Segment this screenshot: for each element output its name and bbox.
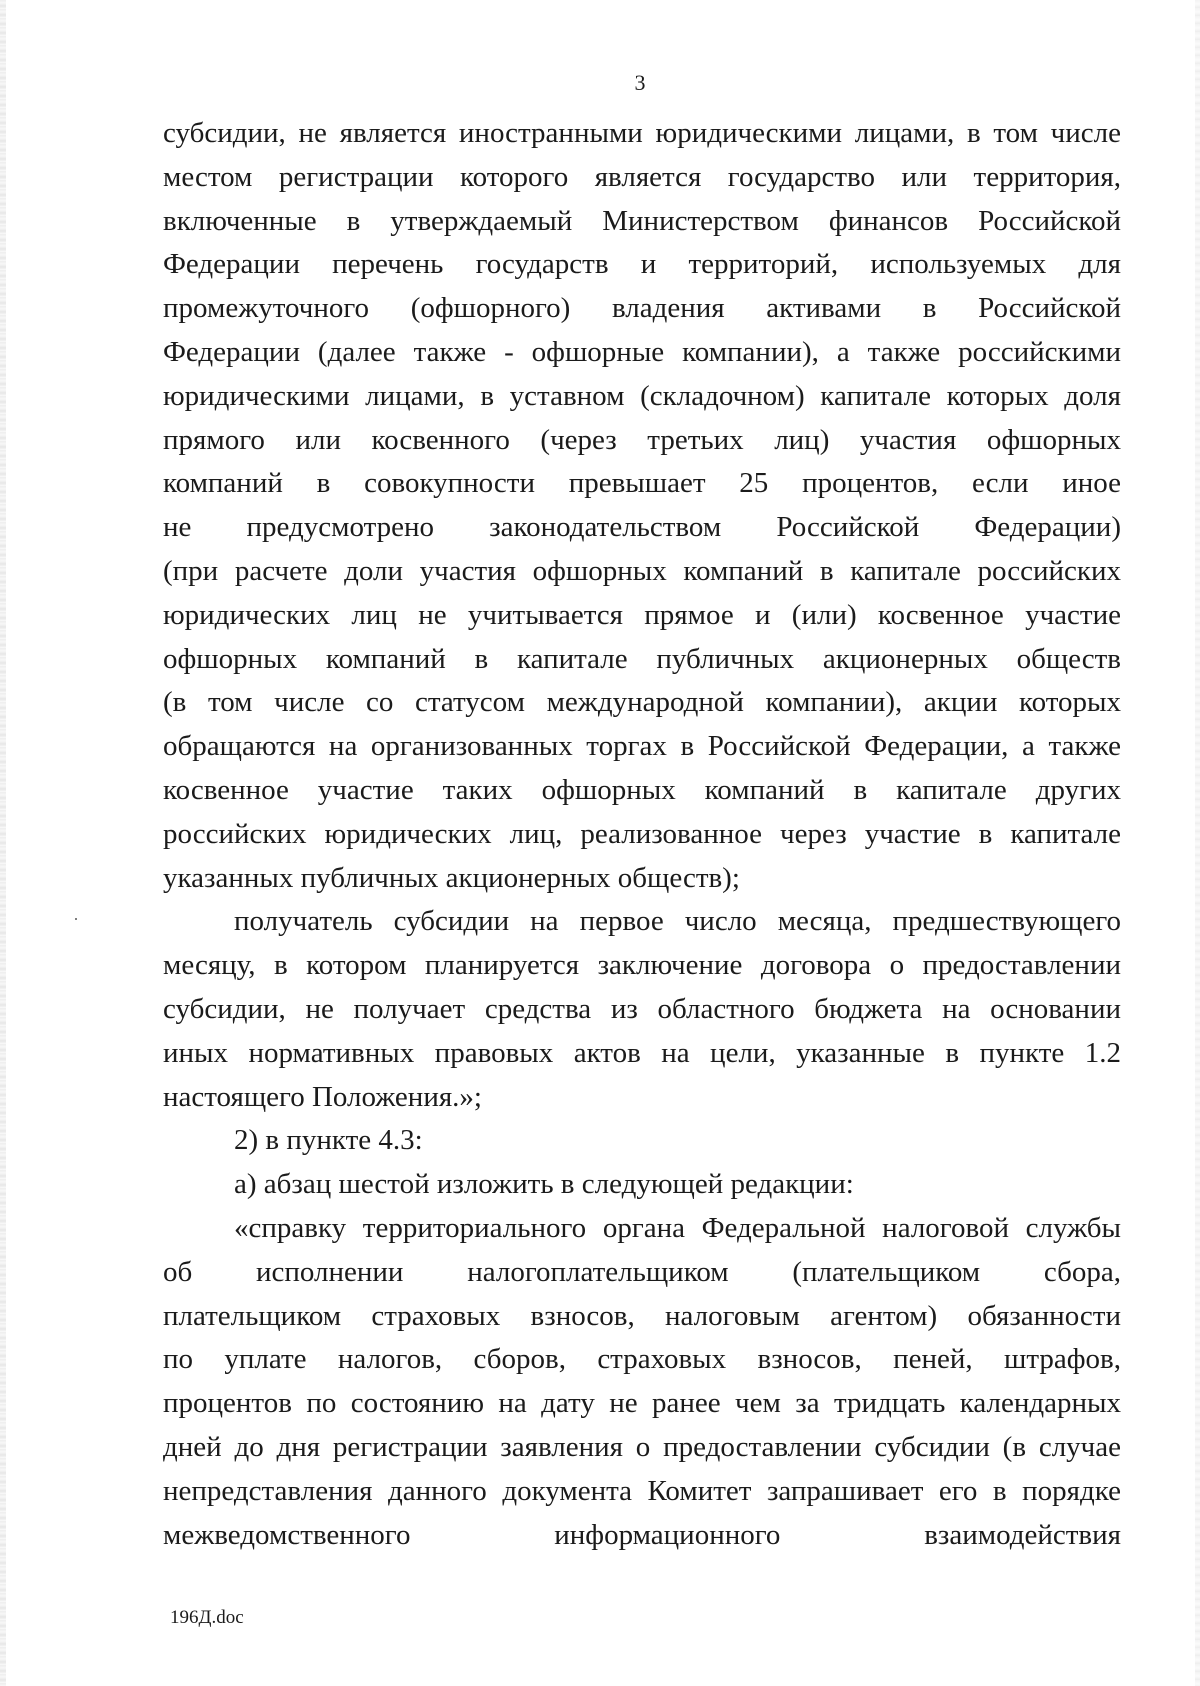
body-line: месяцу, в котором планируется заключение договора о предоставлении bbox=[163, 949, 1121, 982]
body-line: плательщиком страховых взносов, налоговым агентом) обязанности bbox=[163, 1299, 1121, 1332]
body-line: юридических лиц не учитывается прямое и (или) косвенное участие bbox=[163, 598, 1121, 631]
body-line: дней до дня регистрации заявления о предоставлении субсидии (в случае bbox=[163, 1430, 1121, 1463]
body-line: субсидии, не получает средства из областного бюджета на основании bbox=[163, 992, 1121, 1025]
body-line: об исполнении налогоплательщиком (плательщиком сбора, bbox=[163, 1255, 1121, 1288]
scan-speck bbox=[75, 918, 77, 920]
body-line: не предусмотрено законодательством Российской Федерации) bbox=[163, 511, 1121, 544]
body-line: юридическими лицами, в уставном (складочном) капитале которых доля bbox=[163, 379, 1121, 412]
body-line: Федерации перечень государств и территорий, используемых для bbox=[163, 248, 1121, 281]
scan-edge-right bbox=[1195, 0, 1200, 1686]
paragraph-first-line: 2) в пункте 4.3: bbox=[234, 1124, 423, 1157]
paragraph-first-line: а) абзац шестой изложить в следующей редакции: bbox=[234, 1168, 854, 1201]
paragraph-first-line: «справку территориального органа Федеральной налоговой службы bbox=[234, 1211, 1121, 1244]
page-number: 3 bbox=[634, 70, 646, 95]
body-line: Федерации (далее также - офшорные компании), а также российскими bbox=[163, 335, 1121, 368]
body-line: местом регистрации которого является государство или территория, bbox=[163, 160, 1121, 193]
footer-filename: 196Д.doc bbox=[170, 1607, 244, 1628]
body-line: процентов по состоянию на дату не ранее чем за тридцать календарных bbox=[163, 1387, 1121, 1420]
body-line: субсидии, не является иностранными юридическими лицами, в том числе bbox=[163, 117, 1121, 149]
document-body bbox=[163, 112, 1121, 1557]
body-line: (при расчете доли участия офшорных компаний в капитале российских bbox=[163, 554, 1121, 587]
scan-edge-left bbox=[0, 0, 6, 1686]
body-line: офшорных компаний в капитале публичных акционерных обществ bbox=[163, 642, 1121, 675]
body-line: прямого или косвенного (через третьих лиц) участия офшорных bbox=[163, 423, 1121, 456]
body-line: настоящего Положения.»; bbox=[163, 1080, 482, 1113]
body-line: (в том числе со статусом международной компании), акции которых bbox=[163, 686, 1121, 719]
body-line: указанных публичных акционерных обществ); bbox=[163, 861, 740, 894]
body-line: обращаются на организованных торгах в Российской Федерации, а также bbox=[163, 730, 1121, 763]
body-line: включенные в утверждаемый Министерством финансов Российской bbox=[163, 204, 1121, 237]
body-line: косвенное участие таких офшорных компаний в капитале других bbox=[163, 773, 1121, 806]
body-line: по уплате налогов, сборов, страховых взносов, пеней, штрафов, bbox=[163, 1343, 1121, 1376]
body-line: непредставления данного документа Комитет запрашивает его в порядке bbox=[163, 1474, 1121, 1507]
body-line: межведомственного информационного взаимодействия bbox=[163, 1518, 1121, 1551]
body-line: промежуточного (офшорного) владения активами в Российской bbox=[163, 292, 1121, 325]
body-line: иных нормативных правовых актов на цели, указанные в пункте 1.2 bbox=[163, 1036, 1121, 1069]
paragraph-first-line: получатель субсидии на первое число месяца, предшествующего bbox=[234, 905, 1121, 938]
body-line: компаний в совокупности превышает 25 процентов, если иное bbox=[163, 467, 1121, 500]
body-line: российских юридических лиц, реализованное через участие в капитале bbox=[163, 817, 1121, 850]
